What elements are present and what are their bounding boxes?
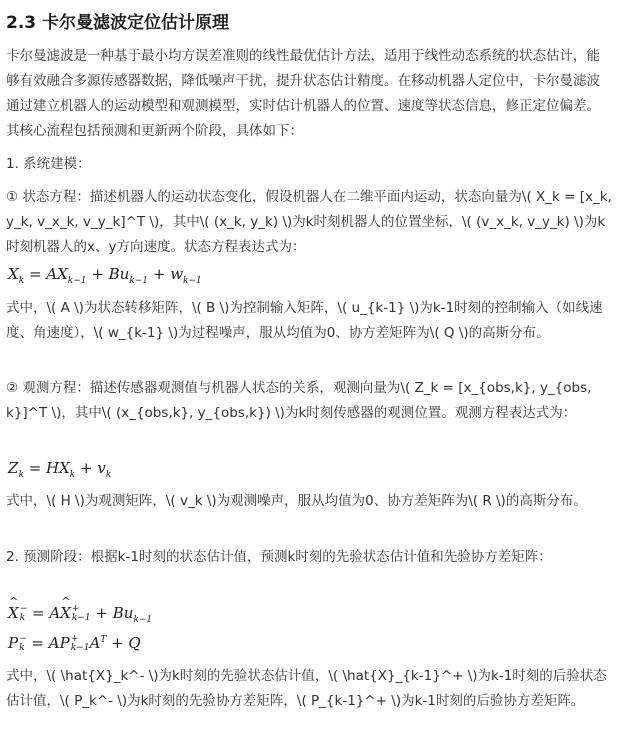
eq-lhs: X bbox=[8, 265, 19, 283]
state-equation-text: ① 状态方程：描述机器人的运动状态变化，假设机器人在二维平面内运动，状态向量为\( X_k = [x_k, y_k, v_x_k, v_y_k]^T \)，其中\( (x_k, y_k) \)为k时刻机器人的位置坐标，\( (v_x_k, v_y_k) \)为k时刻机器人的x、y方向速度。状态方程表达式为： bbox=[6, 189, 612, 255]
observation-equation-text: ② 观测方程：描述传感器观测值与机器人状态的关系，观测向量为\( Z_k = [x_{obs,k}, y_{obs,k}]^T \)，其中\( (x_{obs,k}, y_{obs,k}) \)为k时刻传感器的观测位置。观测方程表达式为： bbox=[6, 380, 592, 421]
observation-equation-description: 式中，\( H \)为观测矩阵，\( v_k \)为观测噪声，服从均值为0、协方差矩阵为\( R \)的高斯分布。 bbox=[6, 493, 587, 509]
prediction-description: 式中，\( \hat{X}_k^- \)为k时刻的先验状态估计值，\( \hat{X}_{k-1}^+ \)为k-1时刻的后验状态估计值，\( P_k^- \)为k时刻的先验协方差矩阵，\( P_{k-1}^+ \)为k-1时刻的后验协方差矩阵。 bbox=[6, 668, 607, 709]
step1-heading: 1. 系统建模： bbox=[6, 156, 91, 172]
prediction-covariance-equation: P − k = AP + k−1 $A^T + Q$ bbox=[8, 634, 141, 653]
state-equation-description: 式中，\( A \)为状态转移矩阵，\( B \)为控制输入矩阵，\( u_{k-1} \)为k-1时刻的控制输入（如线速度、角速度），\( w_{k-1} \)为过程噪声，服从均值为0、协方差矩阵为\( Q \)的高斯分布。 bbox=[6, 300, 603, 341]
state-equation: $X_k = AX_{k-1} + Bu_{k-1} + w_{k-1}$ bbox=[8, 265, 202, 286]
observation-equation: $Z_k = HX_k + v_k$ bbox=[8, 459, 112, 480]
step2-text: 2. 预测阶段：根据k-1时刻的状态估计值，预测k时刻的先验状态估计值和先验协方差矩阵： bbox=[6, 549, 552, 565]
section-title: 2.3 卡尔曼滤波定位估计原理 bbox=[6, 13, 230, 33]
intro-paragraph: 卡尔曼滤波是一种基于最小均方误差准则的线性最优估计方法，适用于线性动态系统的状态估计，能够有效融合多源传感器数据，降低噪声干扰，提升状态估计精度。在移动机器人定位中，卡尔曼滤波通过建立机器人的运动模型和观测模型，实时估计机器人的位置、速度等状态信息，修正定位偏差。其核心流程包括预测和更新两个阶段，具体如下： bbox=[6, 48, 600, 139]
prediction-state-equation: ^ X − k = A^ X + k−1 + $Bu_{k-1}$ bbox=[8, 604, 152, 625]
